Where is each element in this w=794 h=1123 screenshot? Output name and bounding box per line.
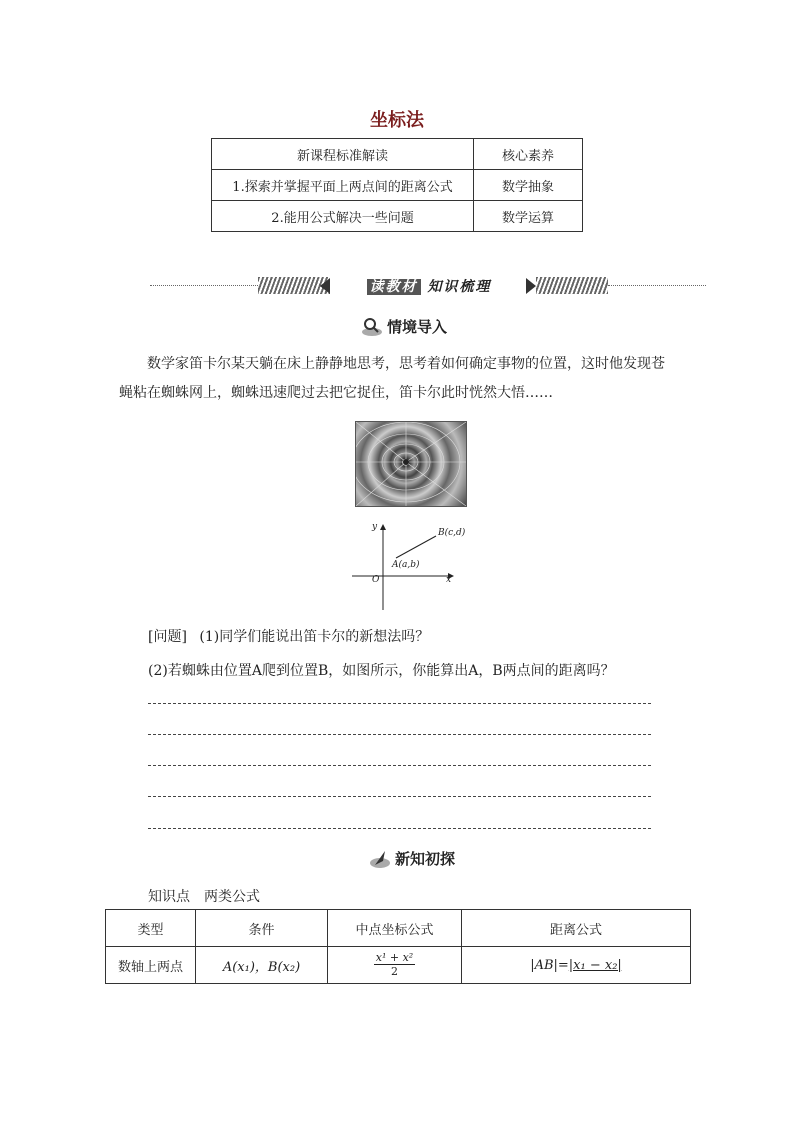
x-axis-label: x — [446, 575, 452, 585]
section-title: 新知初探 — [395, 850, 456, 868]
standards-table — [211, 138, 583, 232]
table-cell: A(x₁)，B(x₂) — [196, 947, 328, 984]
spider-web-photo — [355, 421, 467, 507]
answer-line — [148, 796, 651, 797]
banner-title-part2: 知识梳理 — [427, 279, 492, 295]
banner-title-part1: 读教材 — [367, 279, 421, 295]
knowledge-point: 知识点 两类公式 — [148, 889, 260, 905]
fraction-numerator: x¹ + x² — [375, 951, 414, 964]
quill-icon — [369, 849, 391, 869]
question-1 — [148, 626, 429, 646]
table-row — [212, 201, 583, 232]
question-2: (2)若蜘蛛由位置A爬到位置B，如图所示，你能算出A，B两点间的距离吗？ — [148, 663, 615, 679]
table-header: 类型 — [106, 910, 196, 947]
table-cell: 1.探索并掌握平面上两点间的距离公式 — [212, 170, 474, 201]
section-title: 情境导入 — [387, 318, 448, 336]
table-header-row — [212, 139, 583, 170]
banner-divider — [608, 285, 706, 286]
table-header: 核心素养 — [474, 139, 583, 170]
banner-divider — [150, 285, 258, 286]
table-header: 新课程标准解读 — [212, 139, 474, 170]
y-axis-label: y — [372, 522, 378, 532]
intro-text: 数学家笛卡尔某天躺在床上静静地思考，思考着如何确定事物的位置，这时他发现苍蝇粘在蜘蛛网上，蜘蛛迅速爬过去把它捉住，笛卡尔此时恍然大悟…… — [119, 356, 665, 401]
distance-lhs: |AB|= — [530, 957, 569, 973]
section-banner — [150, 276, 706, 296]
arrow-left-icon — [320, 278, 330, 294]
intro-paragraph — [119, 350, 675, 408]
table-row — [212, 170, 583, 201]
distance-rhs: |x₁ − x₂| — [568, 957, 622, 973]
point-b-label: B(c,d) — [438, 528, 466, 538]
magnifier-icon — [361, 317, 383, 337]
answer-line — [148, 765, 651, 766]
question-tag: [问题] — [148, 629, 187, 645]
table-row — [106, 947, 691, 984]
arrow-right-icon — [526, 278, 536, 294]
table-header: 条件 — [196, 910, 328, 947]
distance-formula — [462, 947, 691, 984]
section-heading — [369, 848, 455, 869]
point-a-label: A(a,b) — [392, 560, 420, 570]
midpoint-formula — [328, 947, 462, 984]
table-cell: 数学运算 — [474, 201, 583, 232]
question-1-text: (1)同学们能说出笛卡尔的新想法吗？ — [199, 629, 430, 645]
answer-line — [148, 703, 651, 704]
origin-label: O — [372, 575, 380, 585]
table-header-row — [106, 910, 691, 947]
section-heading — [361, 316, 447, 337]
table-cell: 数学抽象 — [474, 170, 583, 201]
coordinate-diagram — [350, 522, 480, 612]
table-cell: 数轴上两点 — [106, 947, 196, 984]
table-header: 中点坐标公式 — [328, 910, 462, 947]
table-header: 距离公式 — [462, 910, 691, 947]
banner-title — [354, 276, 504, 296]
web-icon — [356, 422, 466, 506]
page-title: 坐标法 — [370, 110, 424, 131]
banner-stripe — [536, 277, 608, 294]
table-cell: 2.能用公式解决一些问题 — [212, 201, 474, 232]
fraction-denominator: 2 — [391, 965, 398, 978]
formula-table — [105, 909, 691, 984]
answer-line — [148, 828, 651, 829]
answer-line — [148, 734, 651, 735]
